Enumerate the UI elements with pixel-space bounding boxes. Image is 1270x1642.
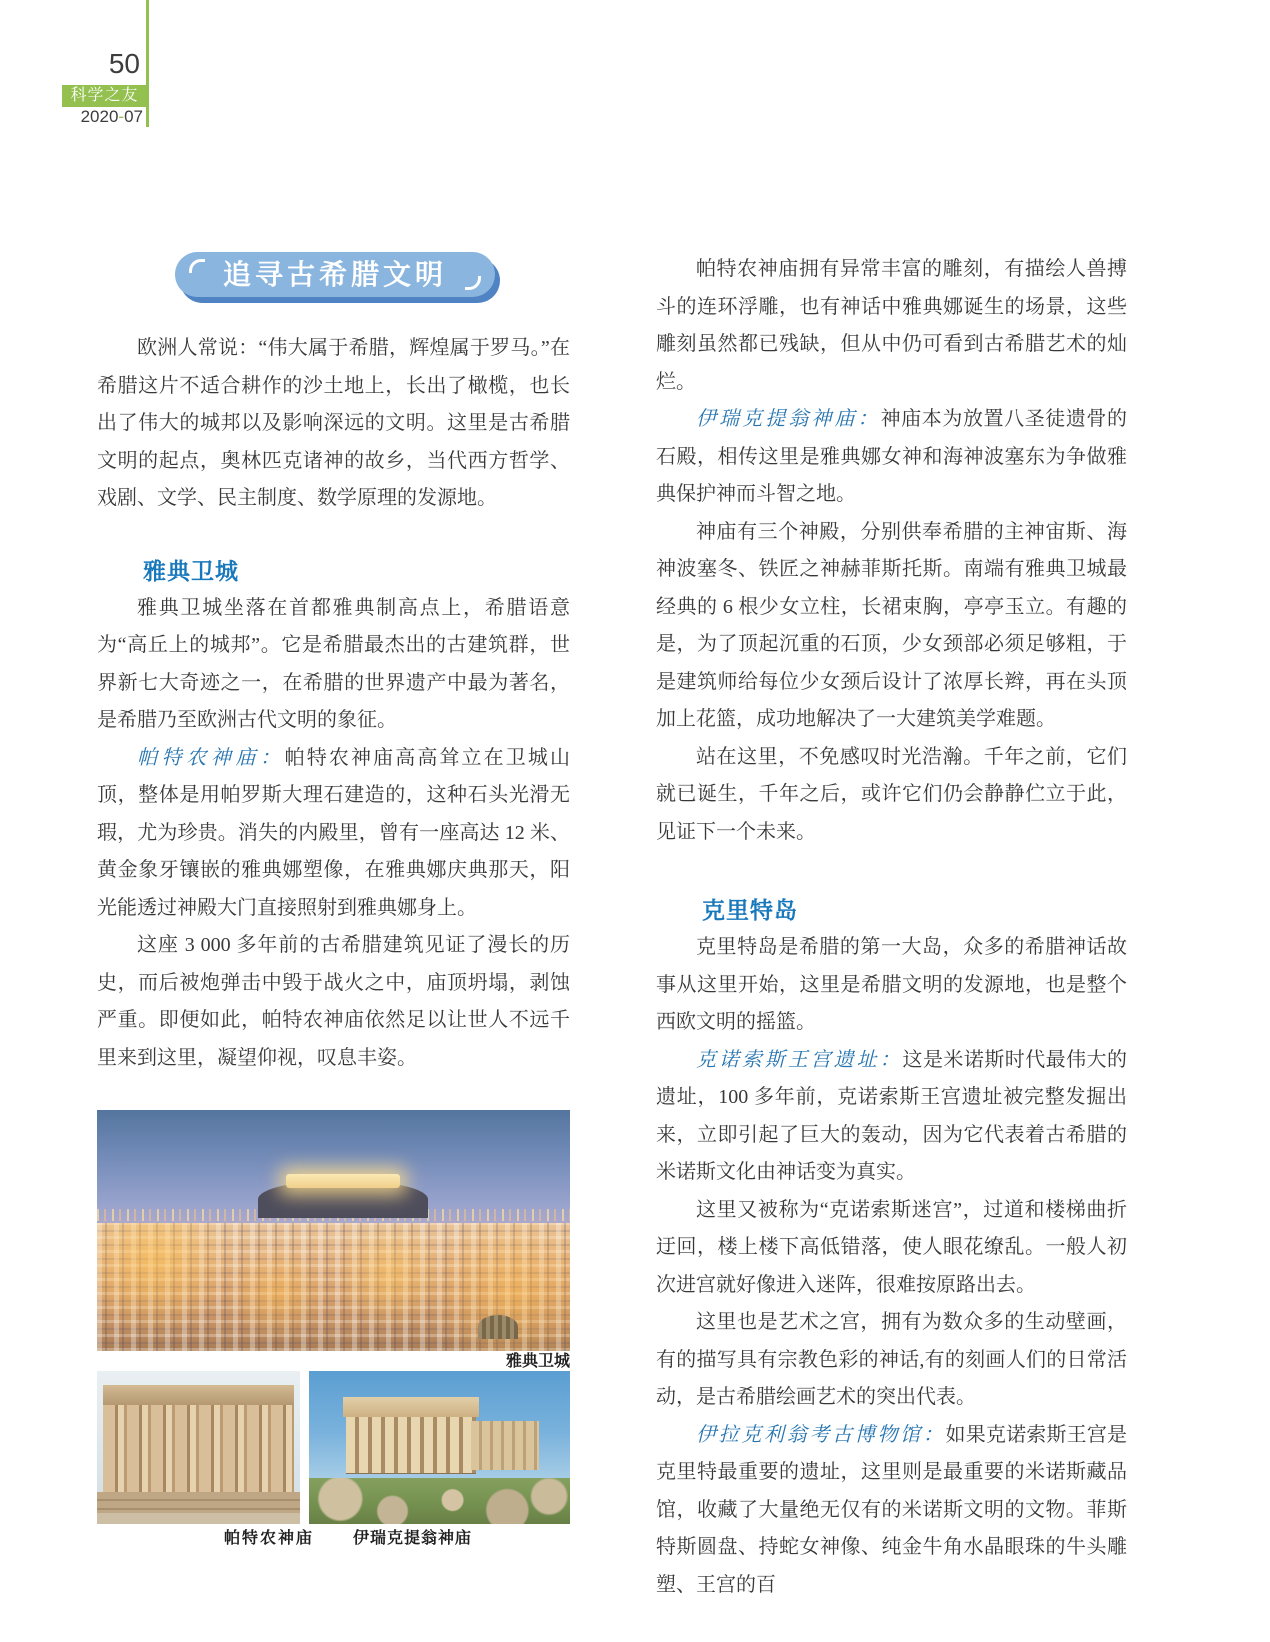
parthenon-paragraph [97,740,570,928]
photo-row [97,1371,570,1524]
sculpture-paragraph: 帕特农神庙拥有异常丰富的雕刻，有描绘人兽搏斗的连环浮雕，也有神话中雅典娜诞生的场景，这些雕刻虽然都已残缺，但从中仍可看到古希腊艺术的灿烂。 [656,258,1127,393]
knossos-paragraph [656,1042,1127,1192]
erechtheion-paragraph [656,401,1127,514]
labyrinth-paragraph: 这里又被称为“克诺索斯迷宫”，过道和楼梯曲折迂回，楼上楼下高低错落，使人眼花缭乱。一般人初次进宫就好像进入迷阵，很难按原路出去。 [656,1198,1127,1296]
three-shrines-paragraph: 神庙有三个神殿，分别供奉希腊的主神宙斯、海神波塞冬、铁匠之神赫菲斯托斯。南端有雅典卫城最经典的 6 根少女立柱，长裙束胸，亭亭玉立。有趣的是，为了顶起沉重的石顶，少女颈部必须足够粗，于是建筑师给每位少女颈后设计了浓厚长辫，再在头顶加上花篮，成功地解决了一大建筑美学难题。 [656,520,1127,730]
erechtheion-temple-shape [346,1397,477,1474]
erechtheion-photo-caption: 伊瑞克提翁神庙 [353,1530,473,1547]
dome-shape [478,1315,518,1339]
erechtheion-columns-shape [346,1417,477,1474]
athens-acropolis-photo [97,1110,570,1351]
parthenon-lead-in: 帕特农神庙： [137,746,285,769]
erechtheion-ground-shape [309,1478,570,1524]
museum-paragraph [656,1417,1127,1605]
right-column [656,251,1127,1604]
parthenon-text: 帕特农神庙高高耸立在卫城山顶，整体是用帕罗斯大理石建造的，这种石头光滑无瑕，尤为珍贵。消失的内殿里，曾有一座高达 12 米、黄金象牙镶嵌的雅典娜塑像，在雅典娜庆典那天，阳光能透过神殿大门直接照射到雅典娜身上。 [97,746,571,919]
issue-month: 07 [124,107,143,126]
parthenon-columns-shape [103,1405,294,1494]
erechtheion-photo [309,1371,570,1524]
knossos-text: 这是米诺斯时代最伟大的遗址，100 多年前，克诺索斯王宫遗址被完整发掘出来，立即引起了巨大的轰动，因为它代表着古希腊的米诺斯文化由神话变为真实。 [656,1048,1128,1183]
parthenon-ground-shape [97,1513,300,1524]
parthenon-photo [97,1371,300,1524]
issue-dash: - [118,107,125,126]
intro-paragraph: 欧洲人常说：“伟大属于希腊，辉煌属于罗马。”在希腊这片不适合耕作的沙土地上，长出了橄榄，也长出了伟大的城邦以及影响深远的文明。这里是古希腊文明的起点，奥林匹克诸神的故乡，当代西方哲学、戏剧、文学、民主制度、数学原理的发源地。 [97,337,570,509]
lit-parthenon-shape [286,1174,400,1188]
art-palace-paragraph: 这里也是艺术之宫，拥有为数众多的生动壁画，有的描写具有宗教色彩的神话,有的刻画人们的日常活动，是古希腊绘画艺术的突出代表。 [656,1311,1127,1408]
museum-lead-in: 伊拉克利翁考古博物馆： [696,1423,946,1446]
article-title: 追寻古希腊文明 [222,259,447,290]
parthenon-steps-shape [97,1492,300,1513]
issue-year: 2020 [80,107,119,126]
left-column [97,248,570,1548]
parthenon-history-paragraph: 这座 3 000 多年前的古希腊建筑见证了漫长的历史，而后被炮弹击中毁于战火之中，庙顶坍塌，剥蚀严重。即便如此，帕特农神庙依然足以让世人不远千里来到这里，凝望仰视，叹息丰姿。 [97,934,570,1069]
erechtheion-lead-in: 伊瑞克提翁神庙： [696,408,881,430]
masthead-green-rule [146,0,149,127]
section-heading-acropolis: 雅典卫城 [143,557,239,584]
time-reflection-paragraph: 站在这里，不免感叹时光浩瀚。千年之前，它们就已诞生，千年之后，或许它们仍会静静伫立于此，见证下一个未来。 [656,745,1127,843]
page-number: 50 [108,48,140,79]
issue-date [0,107,143,127]
section-heading-crete: 克里特岛 [702,897,798,923]
acropolis-overview-paragraph: 雅典卫城坐落在首都雅典制高点上，希腊语意为“高丘上的城邦”。它是希腊最杰出的古建筑群，世界新七大奇迹之一，在希腊的世界遗产中最为著名，是希腊乃至欧洲古代文明的象征。 [97,596,570,731]
erechtheion-side-wall-shape [471,1421,539,1470]
crete-intro-paragraph: 克里特岛是希腊的第一大岛，众多的希腊神话故事从这里开始，这里是希腊文明的发源地，也是整个西欧文明的摇篮。 [656,936,1127,1033]
museum-text: 如果克诺索斯王宫是克里特最重要的遗址，这里则是最重要的米诺斯藏品馆，收藏了大量绝无仅有的米诺斯文明的文物。菲斯特斯圆盘、持蛇女神像、纯金牛角水晶眼珠的牛头雕塑、王宫的百 [656,1423,1128,1596]
parthenon-photo-caption: 帕特农神庙 [224,1530,315,1547]
article-title-banner [175,252,495,297]
erechtheion-roof-shape [343,1397,479,1417]
knossos-lead-in: 克诺索斯王宫遗址： [696,1048,903,1071]
erechtheion-text: 神庙本为放置八圣徒遗骨的石殿，相传这里是雅典娜女神和海神波塞东为争做雅典保护神而斗智之地。 [656,408,1128,505]
parthenon-lintel-shape [103,1385,294,1405]
athens-photo-caption: 雅典卫城 [505,1353,570,1370]
magazine-name-badge: 科学之友 [62,85,147,107]
photo-captions-row [97,1530,570,1548]
